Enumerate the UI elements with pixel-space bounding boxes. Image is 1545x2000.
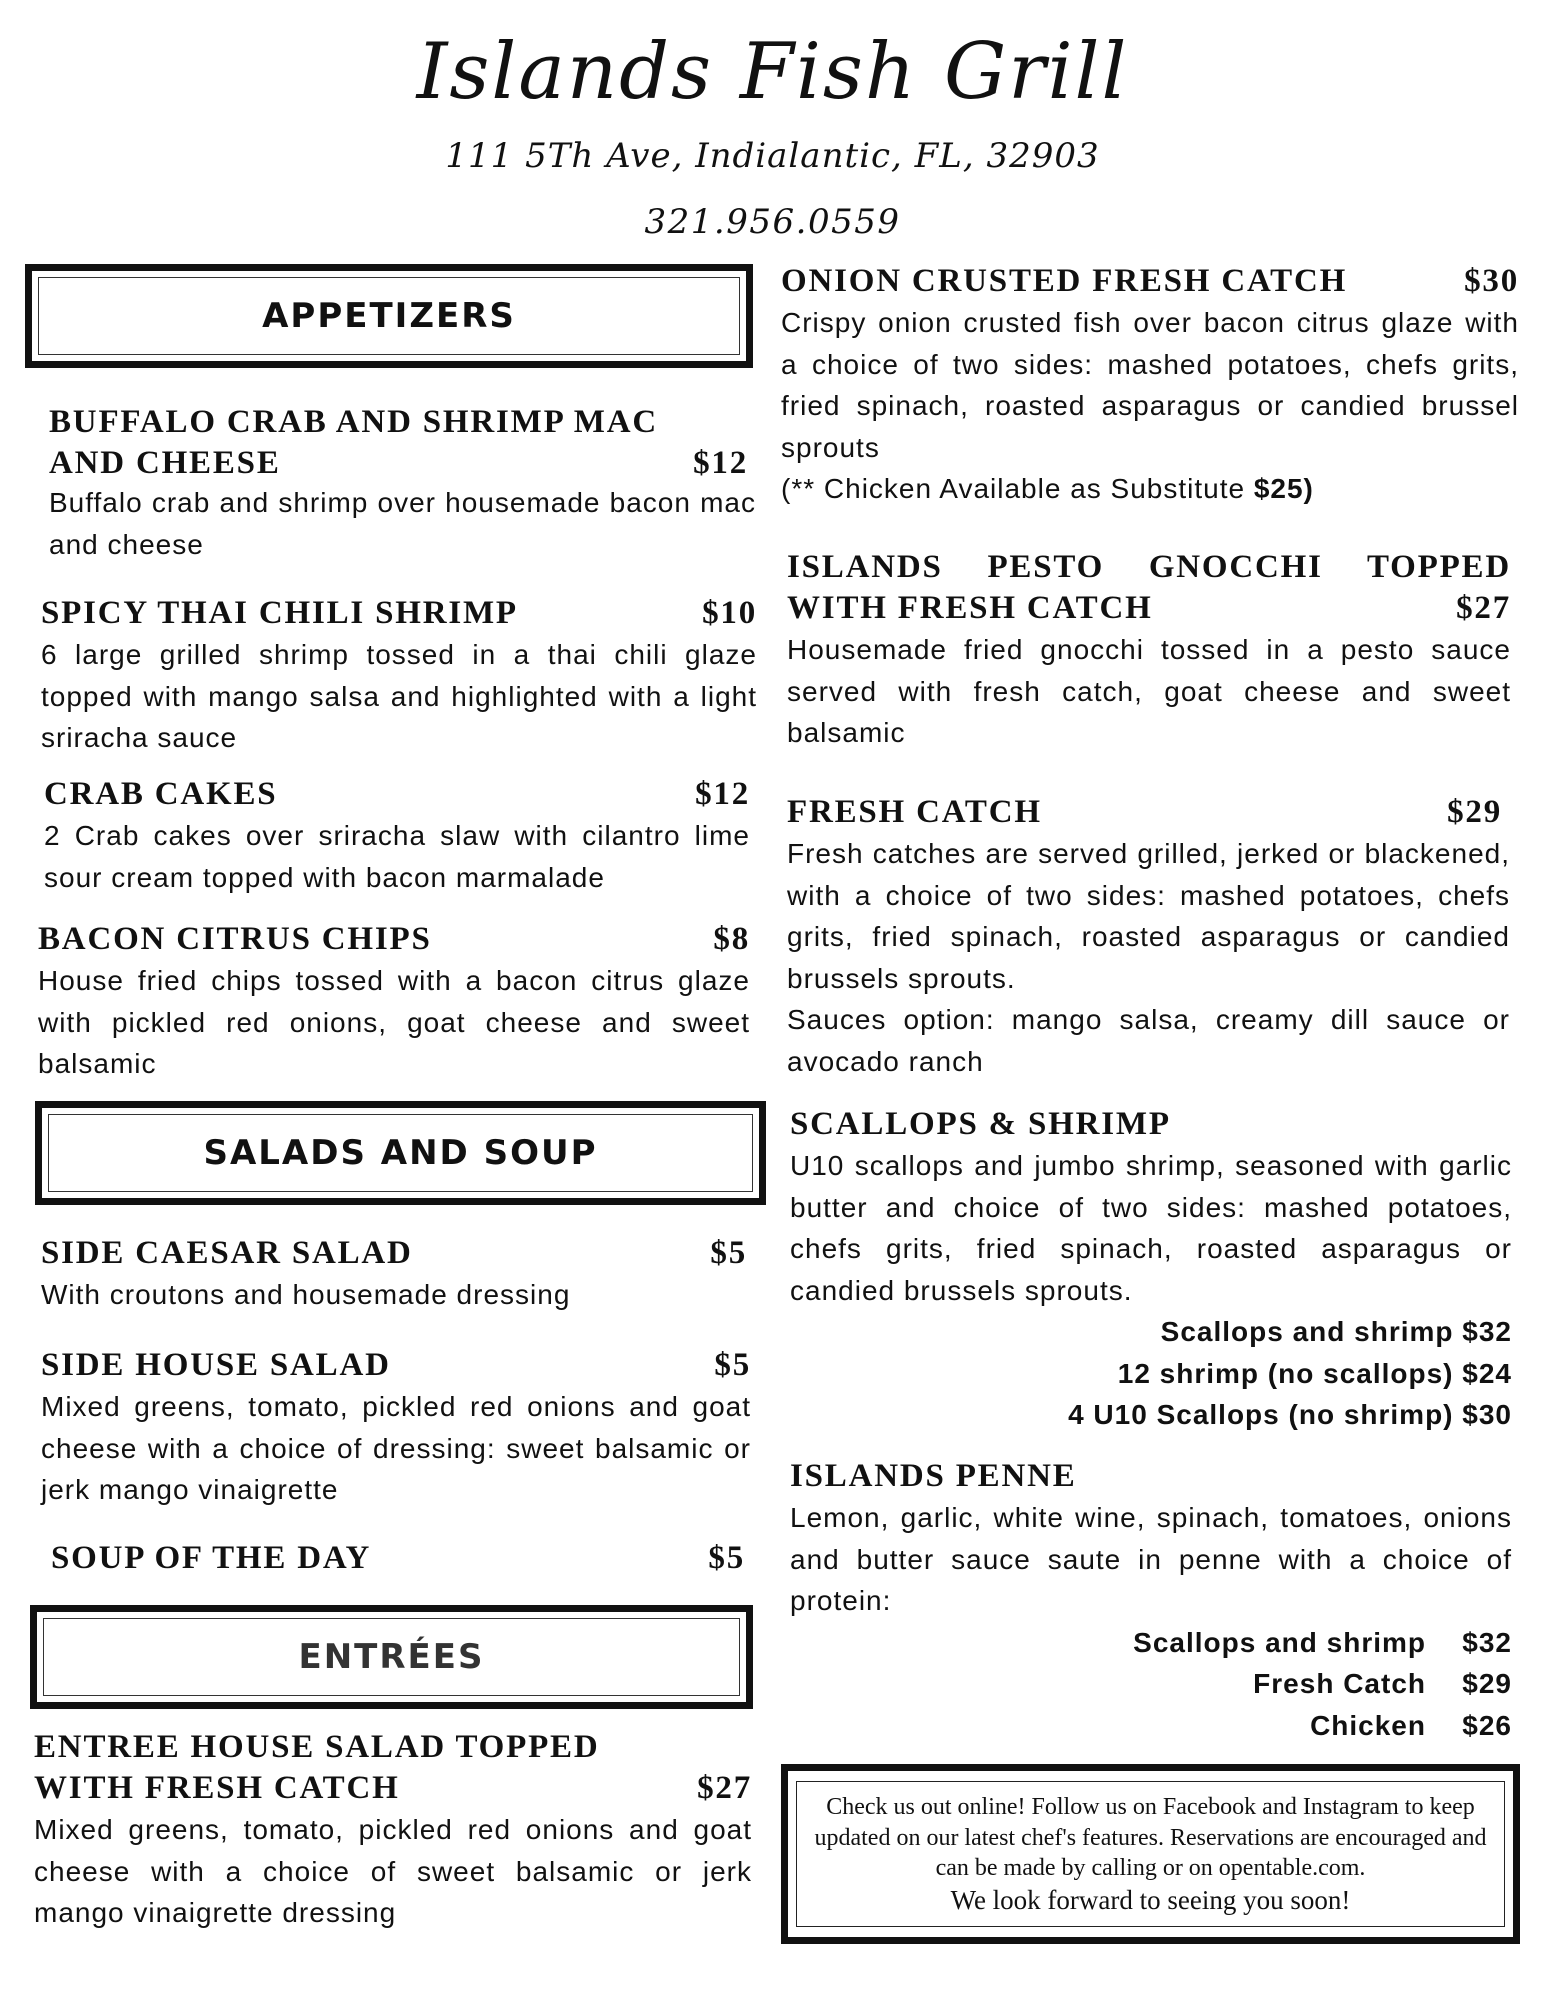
section-header-inner-border [38, 277, 740, 355]
item-name-cont: AND CHEESE [49, 445, 281, 481]
item-name: ENTREE HOUSE SALAD TOPPED [34, 1729, 600, 1765]
menu-item-spicy-thai-chili-shrimp [41, 593, 757, 759]
item-name: BACON CITRUS CHIPS [38, 921, 432, 957]
item-heading [787, 547, 1511, 588]
menu-item-side-caesar-salad [41, 1233, 747, 1316]
item-heading [49, 402, 756, 443]
chicken-substitute-note [781, 468, 1519, 510]
item-heading [781, 261, 1519, 302]
item-price: $5 [714, 1347, 751, 1383]
item-heading [787, 792, 1510, 833]
item-price: $30 [1464, 263, 1519, 299]
protein-option [790, 1705, 1512, 1747]
item-name: CRAB CAKES [44, 776, 278, 812]
item-heading [41, 1345, 751, 1386]
section-title-entrees: ENTRÉES [298, 1637, 485, 1677]
item-price: $5 [708, 1540, 745, 1576]
item-price: $27 [1456, 590, 1511, 626]
menu-item-islands-pesto-gnocchi [787, 547, 1511, 754]
menu-item-crab-cakes [44, 774, 750, 898]
protein-option [790, 1622, 1512, 1664]
item-description: 6 large grilled shrimp tossed in a thai chili glaze topped with mango salsa and highlighted with a light sriracha sauce [41, 639, 757, 753]
item-name: ONION CRUSTED FRESH CATCH [781, 263, 1348, 299]
footer-text [797, 1792, 1504, 1916]
item-price: $12 [693, 445, 748, 481]
item-heading [41, 593, 757, 634]
item-description: Lemon, garlic, white wine, spinach, tomatoes, onions and butter sauce saute in penne with a choice of protein: [790, 1502, 1512, 1616]
item-name: SCALLOPS & SHRIMP [790, 1106, 1171, 1142]
item-price: $10 [702, 595, 757, 631]
item-description: U10 scallops and jumbo shrimp, seasoned with garlic butter and choice of two sides: mashed potatoes, chefs grits, fried spinach, roasted asparagus or candied brussels sprouts. [790, 1150, 1512, 1306]
section-header-inner-border [43, 1618, 740, 1696]
item-name: SPICY THAI CHILI SHRIMP [41, 595, 518, 631]
item-heading [38, 919, 750, 960]
item-name: FRESH CATCH [787, 794, 1042, 830]
section-header-salads-and-soup [35, 1101, 766, 1205]
restaurant-address: 111 5Th Ave, Indialantic, FL, 32903 [445, 136, 1100, 176]
item-name-cont: WITH FRESH CATCH [787, 590, 1153, 626]
section-title-salads-and-soup: SALADS AND SOUP [203, 1133, 598, 1173]
item-price: $12 [695, 776, 750, 812]
footer-closing: We look forward to seeing you soon! [950, 1884, 1351, 1915]
section-title-appetizers: APPETIZERS [262, 296, 516, 336]
item-heading [790, 1104, 1512, 1145]
item-description: House fried chips tossed with a bacon citrus glaze with pickled red onions, goat cheese and sweet balsamic [38, 965, 750, 1079]
sauce-options: Sauces option: mango salsa, creamy dill sauce or avocado ranch [787, 1004, 1510, 1077]
protein-price: $32 [1462, 1626, 1512, 1658]
item-price: $27 [697, 1770, 752, 1806]
menu-item-buffalo-mac [49, 402, 756, 565]
price-option: 12 shrimp (no scallops) $24 [1117, 1357, 1512, 1389]
item-heading [41, 1233, 747, 1274]
item-heading [787, 588, 1511, 629]
item-price: $5 [710, 1235, 747, 1271]
footer-inner-border [796, 1781, 1505, 1927]
menu-item-soup-of-the-day [51, 1538, 745, 1579]
section-header-entrees [30, 1605, 753, 1709]
restaurant-name: Islands Fish Grill [416, 27, 1129, 117]
item-name: BUFFALO CRAB AND SHRIMP MAC [49, 404, 658, 440]
price-option: Scallops and shrimp $32 [1160, 1316, 1512, 1347]
section-header-inner-border [48, 1114, 753, 1192]
item-description: Mixed greens, tomato, pickled red onions and goat cheese with a choice of dressing: sweet balsamic or jerk mango vinaigrette [41, 1391, 751, 1505]
note-price: $25) [1253, 473, 1314, 504]
item-description: Crispy onion crusted fish over bacon citrus glaze with a choice of two sides: mashed potatoes, chefs grits, fried spinach, roasted asparagus or candied brussel sprouts [781, 307, 1519, 463]
item-description: Mixed greens, tomato, pickled red onions and goat cheese with a choice of sweet balsamic or jerk mango vinaigrette dressing [34, 1814, 752, 1928]
menu-item-onion-crusted-fresh-catch [781, 261, 1519, 510]
item-name-cont: WITH FRESH CATCH [34, 1770, 400, 1806]
item-description: 2 Crab cakes over sriracha slaw with cilantro lime sour cream topped with bacon marmalade [44, 820, 750, 893]
footer-message: Check us out online! Follow us on Facebook and Instagram to keep updated on our latest chef's features. Reservations are encouraged and can be made by calling or on opentable.com. [814, 1794, 1487, 1882]
menu-item-entree-house-salad [34, 1727, 752, 1934]
protein-price: $29 [1462, 1668, 1512, 1699]
menu-item-side-house-salad [41, 1345, 751, 1511]
protein-options [790, 1622, 1512, 1747]
item-heading [790, 1456, 1512, 1497]
note-text: (** Chicken Available as Substitute [781, 473, 1254, 504]
protein-label: Fresh Catch [1253, 1668, 1426, 1699]
restaurant-phone: 321.956.0559 [644, 202, 901, 242]
item-name: ISLANDS PESTO GNOCCHI TOPPED [787, 549, 1511, 585]
price-option: 4 U10 Scallops (no shrimp) $30 [1068, 1399, 1512, 1430]
menu-item-islands-penne [790, 1456, 1512, 1746]
section-header-appetizers [25, 264, 753, 368]
menu-item-bacon-citrus-chips [38, 919, 750, 1085]
item-price: $8 [713, 921, 750, 957]
item-name: SIDE HOUSE SALAD [41, 1347, 391, 1383]
item-price: $29 [1447, 794, 1502, 830]
item-heading [34, 1768, 752, 1809]
item-heading [44, 774, 750, 815]
price-options [790, 1311, 1512, 1436]
protein-label: Chicken [1310, 1709, 1426, 1741]
protein-label: Scallops and shrimp [1133, 1626, 1426, 1658]
menu-item-fresh-catch [787, 792, 1510, 1082]
item-name: SOUP OF THE DAY [51, 1540, 372, 1576]
item-name: SIDE CAESAR SALAD [41, 1235, 413, 1271]
item-description: Buffalo crab and shrimp over housemade bacon mac and cheese [49, 487, 756, 560]
item-description: Fresh catches are served grilled, jerked or blackened, with a choice of two sides: mashed potatoes, chefs grits, fried spinach, roasted asparagus or candied brussels sprouts. [787, 838, 1510, 994]
item-description: With croutons and housemade dressing [41, 1279, 571, 1310]
item-heading [34, 1727, 752, 1768]
menu-item-scallops-and-shrimp [790, 1104, 1512, 1436]
protein-option [790, 1663, 1512, 1705]
item-heading [49, 443, 756, 484]
protein-price: $26 [1462, 1709, 1512, 1741]
item-heading [51, 1538, 745, 1579]
footer-info-box [781, 1764, 1520, 1944]
item-description: Housemade fried gnocchi tossed in a pesto sauce served with fresh catch, goat cheese and sweet balsamic [787, 634, 1511, 748]
item-name: ISLANDS PENNE [790, 1458, 1077, 1494]
